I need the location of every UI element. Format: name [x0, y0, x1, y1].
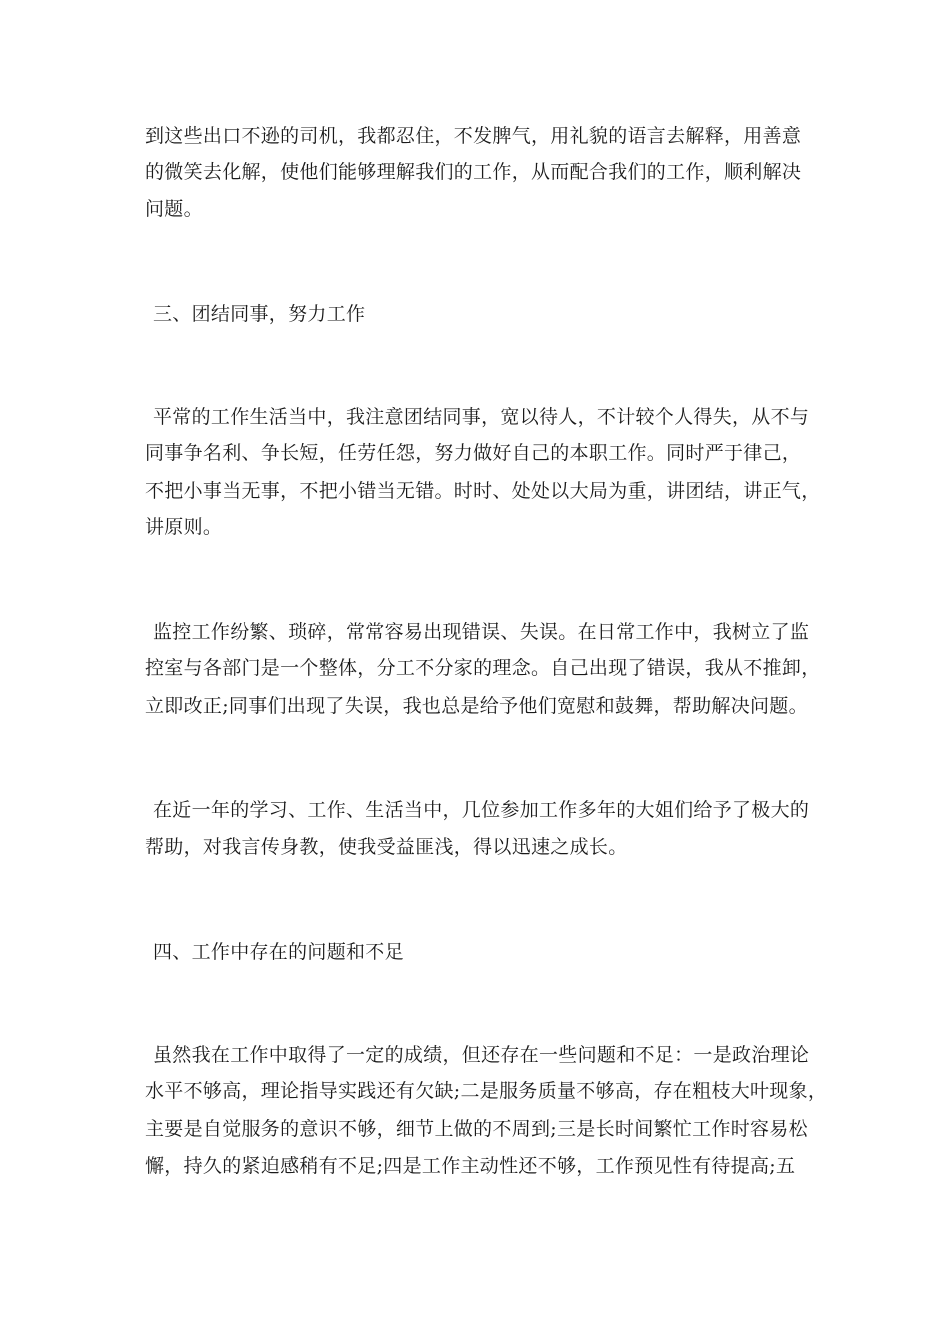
text-line: 平常的工作生活当中，我注意团结同事，宽以待人，不计较个人得失，从不与 [153, 406, 810, 428]
text-line: 控室与各部门是一个整体，分工不分家的理念。自己出现了错误，我从不推卸， [145, 657, 821, 679]
text-line: 水平不够高，理论指导实践还有欠缺;二是服务质量不够高，存在粗枝大叶现象， [145, 1080, 828, 1102]
text-line: 不把小事当无事，不把小错当无错。时时、处处以大局为重，讲团结，讲正气， [145, 480, 821, 502]
text-line: 在近一年的学习、工作、生活当中，几位参加工作多年的大姐们给予了极大的 [153, 799, 810, 821]
text-line: 帮助，对我言传身教，使我受益匪浅，得以迅速之成长。 [145, 836, 628, 858]
text-line: 监控工作纷繁、琐碎，常常容易出现错误、失误。在日常工作中，我树立了监 [153, 621, 810, 643]
section-heading-3: 三、团结同事，努力工作 [153, 303, 366, 325]
section-heading-4: 四、工作中存在的问题和不足 [153, 941, 404, 963]
text-line: 同事争名利、争长短，任劳任怨，努力做好自己的本职工作。同时严于律己， [145, 442, 802, 464]
text-line: 主要是自觉服务的意识不够，细节上做的不周到;三是长时间繁忙工作时容易松 [145, 1118, 808, 1140]
text-line: 到这些出口不逊的司机，我都忍住，不发脾气，用礼貌的语言去解释，用善意 [145, 125, 802, 147]
text-line: 立即改正;同事们出现了失误，我也总是给予他们宽慰和鼓舞，帮助解决问题。 [145, 695, 808, 717]
text-line: 问题。 [145, 198, 203, 220]
text-line: 虽然我在工作中取得了一定的成绩，但还存在一些问题和不足：一是政治理论 [153, 1044, 810, 1066]
text-line: 的微笑去化解，使他们能够理解我们的工作，从而配合我们的工作，顺利解决 [145, 161, 802, 183]
text-line: 讲原则。 [145, 516, 223, 538]
text-line: 懈，持久的紧迫感稍有不足;四是工作主动性还不够，工作预见性有待提高;五 [145, 1155, 796, 1177]
